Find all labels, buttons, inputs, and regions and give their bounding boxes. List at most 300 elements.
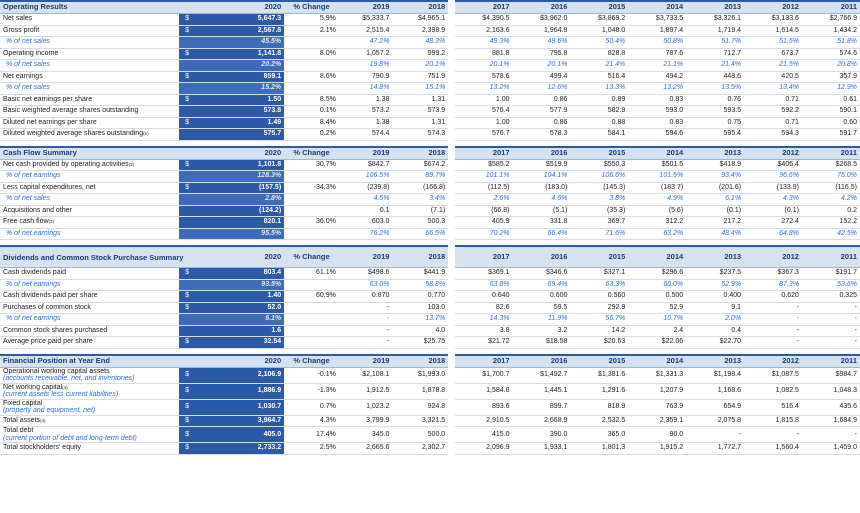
data-row bbox=[0, 14, 860, 26]
value-cell: 12.6% bbox=[513, 83, 571, 95]
currency-symbol bbox=[179, 325, 230, 337]
data-row bbox=[0, 415, 860, 427]
value-cell: 516.4 bbox=[744, 399, 802, 415]
value-cell: - bbox=[802, 427, 860, 443]
value-cell: 2.6% bbox=[455, 194, 513, 206]
value-2020: 93.5% bbox=[231, 279, 285, 291]
data-row bbox=[0, 325, 860, 337]
percent-change: 30.7% bbox=[284, 159, 339, 171]
value-cell: 1.31 bbox=[392, 117, 448, 129]
value-cell: $268.5 bbox=[802, 159, 860, 171]
value-cell: $501.5 bbox=[628, 159, 686, 171]
data-row bbox=[0, 443, 860, 455]
value-cell: 435.6 bbox=[802, 399, 860, 415]
row-label-text: Net working capital bbox=[3, 383, 63, 391]
value-cell: 1,168.6 bbox=[686, 383, 744, 399]
value-cell: $367.3 bbox=[744, 268, 802, 280]
value-cell: 20.1% bbox=[455, 60, 513, 72]
value-cell: (0.1) bbox=[744, 205, 802, 217]
value-cell: 63.3% bbox=[570, 279, 628, 291]
year-header: 2012 bbox=[744, 355, 802, 368]
value-cell: 420.5 bbox=[744, 71, 802, 83]
currency-symbol bbox=[179, 228, 230, 240]
value-cell: 0.620 bbox=[744, 291, 802, 303]
value-cell: 0.560 bbox=[570, 291, 628, 303]
row-label-text: % of net sales bbox=[6, 38, 50, 45]
value-cell: - bbox=[339, 325, 393, 337]
value-cell: 66.4% bbox=[513, 228, 571, 240]
currency-symbol bbox=[179, 83, 230, 95]
value-cell: 51.5% bbox=[744, 37, 802, 49]
value-cell: 787.6 bbox=[628, 48, 686, 60]
value-cell: 369.7 bbox=[570, 217, 628, 229]
row-label bbox=[0, 217, 179, 229]
value-cell: 1,459.0 bbox=[802, 443, 860, 455]
value-cell: $296.6 bbox=[628, 268, 686, 280]
value-cell: 828.8 bbox=[570, 48, 628, 60]
value-cell: - bbox=[686, 427, 744, 443]
value-cell: 51.7% bbox=[686, 37, 744, 49]
row-sublabel: (accounts receivable, net, and inventories) bbox=[3, 375, 135, 382]
percent-row bbox=[0, 60, 860, 72]
value-cell: 494.2 bbox=[628, 71, 686, 83]
value-cell: $22.06 bbox=[628, 337, 686, 349]
value-cell: 1,684.9 bbox=[802, 415, 860, 427]
value-cell: 516.4 bbox=[570, 71, 628, 83]
percent-row bbox=[0, 279, 860, 291]
value-cell: 3.2 bbox=[513, 325, 571, 337]
value-cell: 10.7% bbox=[628, 314, 686, 326]
value-2020: 405.0 bbox=[231, 427, 285, 443]
value-cell: 574.6 bbox=[802, 48, 860, 60]
value-cell: 2.4 bbox=[628, 325, 686, 337]
value-2020: 2,567.8 bbox=[231, 25, 285, 37]
value-2020: 1.6 bbox=[231, 325, 285, 337]
section-header bbox=[0, 355, 860, 368]
row-label-text: % of net earnings bbox=[6, 315, 61, 322]
value-cell: 1,878.8 bbox=[392, 383, 448, 399]
row-label bbox=[0, 383, 179, 399]
row-label-text: Acquisitions and other bbox=[3, 206, 72, 214]
percent-change bbox=[284, 83, 339, 95]
value-cell: 1,801.3 bbox=[570, 443, 628, 455]
value-2020: 1,030.7 bbox=[231, 399, 285, 415]
value-cell: 0.770 bbox=[392, 291, 448, 303]
percent-row bbox=[0, 228, 860, 240]
percent-change: -34.3% bbox=[284, 182, 339, 194]
section-title: Operating Results bbox=[0, 1, 231, 14]
value-cell: 0.71 bbox=[744, 94, 802, 106]
value-cell: 0.640 bbox=[455, 291, 513, 303]
value-cell: 1,815.8 bbox=[744, 415, 802, 427]
footnote-marker: (4) bbox=[39, 417, 46, 423]
value-cell: 2,163.6 bbox=[455, 25, 513, 37]
value-cell: 673.7 bbox=[744, 48, 802, 60]
value-cell: - bbox=[339, 314, 393, 326]
value-cell: $3,869.2 bbox=[570, 14, 628, 26]
value-cell: 20.1% bbox=[513, 60, 571, 72]
footnote-marker: (2) bbox=[128, 161, 135, 167]
row-label-text: Net sales bbox=[3, 15, 33, 22]
value-2020: 45.5% bbox=[231, 37, 285, 49]
value-cell: 578.3 bbox=[513, 129, 571, 141]
value-2020: 1.49 bbox=[231, 117, 285, 129]
section-header bbox=[0, 1, 860, 14]
value-cell: 1,897.4 bbox=[628, 25, 686, 37]
percent-change: 0.2% bbox=[284, 129, 339, 141]
year-header: 2014 bbox=[628, 147, 686, 160]
value-cell: 21.4% bbox=[570, 60, 628, 72]
value-cell: 2,398.9 bbox=[392, 25, 448, 37]
footnote-marker: (1) bbox=[143, 131, 149, 136]
value-cell: 93.4% bbox=[686, 171, 744, 183]
row-label bbox=[0, 291, 179, 303]
value-cell: 0.86 bbox=[513, 94, 571, 106]
row-label bbox=[0, 415, 179, 427]
row-label bbox=[0, 314, 179, 326]
percent-change bbox=[284, 337, 339, 349]
value-cell: 331.8 bbox=[513, 217, 571, 229]
value-cell: 1,719.4 bbox=[686, 25, 744, 37]
value-cell: 63.0% bbox=[339, 279, 393, 291]
value-cell: 1,560.4 bbox=[744, 443, 802, 455]
value-2020: 1.40 bbox=[231, 291, 285, 303]
row-label bbox=[0, 159, 179, 171]
value-cell: $25.75 bbox=[392, 337, 448, 349]
row-label-text: Average price paid per share bbox=[3, 338, 93, 345]
currency-symbol: $ bbox=[179, 337, 230, 349]
value-cell: 593.5 bbox=[686, 106, 744, 118]
value-cell: 0.86 bbox=[513, 117, 571, 129]
value-cell: 4.5% bbox=[339, 194, 393, 206]
value-cell: (112.5) bbox=[455, 182, 513, 194]
value-cell: - bbox=[744, 325, 802, 337]
year-header: 2014 bbox=[628, 246, 686, 268]
year-header: 2016 bbox=[513, 1, 571, 14]
value-cell: 21.4% bbox=[686, 60, 744, 72]
value-cell: 0.76 bbox=[686, 94, 744, 106]
currency-symbol bbox=[179, 171, 230, 183]
value-cell: 152.2 bbox=[802, 217, 860, 229]
row-label bbox=[0, 302, 179, 314]
percent-change: 8.6% bbox=[284, 71, 339, 83]
row-label bbox=[0, 443, 179, 455]
value-2020: (157.5) bbox=[231, 182, 285, 194]
value-cell: 71.6% bbox=[570, 228, 628, 240]
row-label-text: % of net sales bbox=[6, 84, 50, 91]
value-cell: 48.3% bbox=[392, 37, 448, 49]
row-label bbox=[0, 325, 179, 337]
row-label-text: Total assets bbox=[3, 416, 40, 424]
value-cell: 2,075.8 bbox=[686, 415, 744, 427]
value-2020: 3,964.7 bbox=[231, 415, 285, 427]
row-label-text: Basic net earnings per share bbox=[3, 95, 93, 103]
value-cell: 1,915.2 bbox=[628, 443, 686, 455]
percent-change: -0.1% bbox=[284, 367, 339, 383]
year-header: 2020 bbox=[231, 246, 285, 268]
value-cell: 48.4% bbox=[686, 228, 744, 240]
percent-change bbox=[284, 228, 339, 240]
value-cell: 0.600 bbox=[513, 291, 571, 303]
value-cell: (116.5) bbox=[802, 182, 860, 194]
currency-symbol: $ bbox=[179, 94, 230, 106]
row-label bbox=[0, 14, 179, 26]
value-2020: 20.2% bbox=[231, 60, 285, 72]
row-label bbox=[0, 427, 179, 443]
value-cell: $1,492.7 bbox=[513, 367, 571, 383]
value-cell: 106.5% bbox=[339, 171, 393, 183]
percent-change: 8.5% bbox=[284, 94, 339, 106]
value-cell: $2,766.9 bbox=[802, 14, 860, 26]
currency-symbol: $ bbox=[179, 71, 230, 83]
percent-change: -1.3% bbox=[284, 383, 339, 399]
value-cell: (0.1) bbox=[686, 205, 744, 217]
value-cell: $550.3 bbox=[570, 159, 628, 171]
value-cell: - bbox=[339, 337, 393, 349]
year-header: 2012 bbox=[744, 1, 802, 14]
row-label bbox=[0, 337, 179, 349]
value-cell: 66.5% bbox=[392, 228, 448, 240]
value-cell: - bbox=[802, 325, 860, 337]
value-2020: 6.1% bbox=[231, 314, 285, 326]
value-cell: 1,964.8 bbox=[513, 25, 571, 37]
value-cell: 2,665.6 bbox=[339, 443, 393, 455]
value-cell: 499.4 bbox=[513, 71, 571, 83]
row-label bbox=[0, 194, 179, 206]
value-cell: 14.8% bbox=[339, 83, 393, 95]
value-cell: 64.8% bbox=[744, 228, 802, 240]
value-cell: 63.8% bbox=[455, 279, 513, 291]
value-cell: 1,048.0 bbox=[570, 25, 628, 37]
value-cell: 924.8 bbox=[392, 399, 448, 415]
value-cell: $20.63 bbox=[570, 337, 628, 349]
year-header: % Change bbox=[284, 246, 339, 268]
data-row bbox=[0, 427, 860, 443]
value-cell: 58.8% bbox=[392, 279, 448, 291]
currency-symbol: $ bbox=[179, 182, 230, 194]
value-cell: 96.6% bbox=[744, 171, 802, 183]
value-cell: 0.89 bbox=[570, 94, 628, 106]
row-label-text: % of net earnings bbox=[6, 280, 61, 288]
value-cell: 2,096.9 bbox=[455, 443, 513, 455]
value-cell: $18.58 bbox=[513, 337, 571, 349]
value-2020: 1,141.8 bbox=[231, 48, 285, 60]
value-cell: $418.9 bbox=[686, 159, 744, 171]
value-cell: 1,291.6 bbox=[570, 383, 628, 399]
value-cell: $237.5 bbox=[686, 268, 744, 280]
value-cell: - bbox=[744, 302, 802, 314]
value-cell: 818.9 bbox=[570, 399, 628, 415]
row-label-text: Operating income bbox=[3, 49, 59, 57]
year-header: 2014 bbox=[628, 1, 686, 14]
value-cell: 790.9 bbox=[339, 71, 393, 83]
row-label-text: Diluted net earnings per share bbox=[3, 118, 97, 126]
year-header: 2020 bbox=[231, 1, 285, 14]
value-cell: 49.6% bbox=[513, 37, 571, 49]
value-2020: 1,886.9 bbox=[231, 383, 285, 399]
value-cell: 795.8 bbox=[513, 48, 571, 60]
value-2020: 1,101.8 bbox=[231, 159, 285, 171]
value-cell: 1.00 bbox=[455, 117, 513, 129]
value-cell: 0.83 bbox=[628, 117, 686, 129]
year-header: 2013 bbox=[686, 246, 744, 268]
data-row bbox=[0, 129, 860, 141]
value-cell: 448.6 bbox=[686, 71, 744, 83]
value-cell: 2.0% bbox=[686, 314, 744, 326]
value-cell: 1,057.2 bbox=[339, 48, 393, 60]
percent-row bbox=[0, 194, 860, 206]
row-label bbox=[0, 268, 179, 280]
value-cell: 3.8% bbox=[570, 194, 628, 206]
value-cell: 594.6 bbox=[628, 129, 686, 141]
value-cell: 2,910.5 bbox=[455, 415, 513, 427]
percent-change: 0.7% bbox=[284, 399, 339, 415]
value-cell: $842.7 bbox=[339, 159, 393, 171]
row-label bbox=[0, 94, 179, 106]
data-row bbox=[0, 217, 860, 229]
row-label bbox=[0, 106, 179, 118]
value-cell: 0.500 bbox=[628, 291, 686, 303]
value-cell: 82.6 bbox=[455, 302, 513, 314]
value-cell: 751.9 bbox=[392, 71, 448, 83]
year-header: 2016 bbox=[513, 246, 571, 268]
currency-symbol: $ bbox=[179, 291, 230, 303]
value-cell: 1,082.5 bbox=[744, 383, 802, 399]
year-header: 2015 bbox=[570, 1, 628, 14]
value-cell: 21.1% bbox=[628, 60, 686, 72]
currency-symbol bbox=[179, 314, 230, 326]
value-cell: 0.60 bbox=[802, 117, 860, 129]
currency-symbol: $ bbox=[179, 268, 230, 280]
value-cell: (5.1) bbox=[513, 205, 571, 217]
value-cell: 390.0 bbox=[513, 427, 571, 443]
year-header: 2017 bbox=[455, 147, 513, 160]
percent-change bbox=[284, 205, 339, 217]
value-cell: 1,614.5 bbox=[744, 25, 802, 37]
value-cell: $4,965.1 bbox=[392, 14, 448, 26]
value-cell: 0.83 bbox=[628, 94, 686, 106]
value-cell: 574.4 bbox=[339, 129, 393, 141]
year-header: 2017 bbox=[455, 1, 513, 14]
value-cell: 577.9 bbox=[513, 106, 571, 118]
value-cell: - bbox=[744, 427, 802, 443]
value-cell: (7.1) bbox=[392, 205, 448, 217]
row-label-text: % of net sales bbox=[6, 61, 50, 68]
value-cell: 50.8% bbox=[628, 37, 686, 49]
value-cell: 576.4 bbox=[455, 106, 513, 118]
value-cell: 4.3% bbox=[744, 194, 802, 206]
value-cell: 893.6 bbox=[455, 399, 513, 415]
value-cell: 1.31 bbox=[392, 94, 448, 106]
percent-row bbox=[0, 37, 860, 49]
row-label-text: Net cash provided by operating activities bbox=[3, 160, 129, 168]
year-header: 2018 bbox=[392, 355, 448, 368]
currency-symbol bbox=[179, 217, 230, 229]
currency-symbol: $ bbox=[179, 48, 230, 60]
value-cell: 14.2 bbox=[570, 325, 628, 337]
row-label bbox=[0, 228, 179, 240]
footnote-marker: (4) bbox=[62, 384, 68, 390]
value-cell: 594.3 bbox=[744, 129, 802, 141]
data-row bbox=[0, 337, 860, 349]
value-cell: 0.61 bbox=[802, 94, 860, 106]
year-header: 2015 bbox=[570, 246, 628, 268]
currency-symbol bbox=[179, 60, 230, 72]
row-label bbox=[0, 25, 179, 37]
row-label bbox=[0, 279, 179, 291]
percent-change: 8.4% bbox=[284, 117, 339, 129]
year-header: 2016 bbox=[513, 355, 571, 368]
row-label-text: Total debt bbox=[3, 427, 34, 434]
year-header: 2011 bbox=[802, 147, 860, 160]
value-2020: 859.1 bbox=[231, 71, 285, 83]
value-cell: - bbox=[339, 302, 393, 314]
row-label-text: % of net earnings bbox=[6, 229, 61, 237]
value-cell: 60.0% bbox=[628, 279, 686, 291]
data-row bbox=[0, 268, 860, 280]
row-label bbox=[0, 205, 179, 217]
data-row bbox=[0, 71, 860, 83]
value-cell: $369.1 bbox=[455, 268, 513, 280]
currency-symbol: $ bbox=[179, 367, 230, 383]
value-cell: 1,434.2 bbox=[802, 25, 860, 37]
value-cell: 1,912.5 bbox=[339, 383, 393, 399]
year-header: 2013 bbox=[686, 1, 744, 14]
value-cell: 49.3% bbox=[455, 37, 513, 49]
percent-change: 5.9% bbox=[284, 14, 339, 26]
row-label-text: % of net sales bbox=[6, 195, 50, 202]
value-cell: 590.1 bbox=[802, 106, 860, 118]
value-cell: 576.7 bbox=[455, 129, 513, 141]
value-cell: 1.38 bbox=[339, 117, 393, 129]
value-cell: $3,733.5 bbox=[628, 14, 686, 26]
value-cell: 582.9 bbox=[570, 106, 628, 118]
value-cell: $346.6 bbox=[513, 268, 571, 280]
value-cell: 573.2 bbox=[339, 106, 393, 118]
value-cell: (5.6) bbox=[628, 205, 686, 217]
year-header: % Change bbox=[284, 355, 339, 368]
row-label bbox=[0, 83, 179, 95]
percent-change: 2.5% bbox=[284, 443, 339, 455]
value-cell: 1,933.1 bbox=[513, 443, 571, 455]
year-header: 2014 bbox=[628, 355, 686, 368]
percent-change bbox=[284, 314, 339, 326]
value-cell: - bbox=[744, 314, 802, 326]
value-cell: $191.7 bbox=[802, 268, 860, 280]
value-cell: 0.75 bbox=[686, 117, 744, 129]
value-cell: 584.1 bbox=[570, 129, 628, 141]
row-label bbox=[0, 71, 179, 83]
value-cell: 763.9 bbox=[628, 399, 686, 415]
row-label-text: Purchases of common stock bbox=[3, 303, 91, 311]
year-header: 2020 bbox=[231, 147, 285, 160]
value-cell: 1,772.7 bbox=[686, 443, 744, 455]
year-header: 2020 bbox=[231, 355, 285, 368]
value-cell: (183.7) bbox=[628, 182, 686, 194]
section-title: Cash Flow Summary bbox=[0, 147, 231, 160]
percent-change bbox=[284, 302, 339, 314]
section-title: Dividends and Common Stock Purchase Summary bbox=[0, 246, 231, 268]
value-cell: 104.1% bbox=[513, 171, 571, 183]
value-cell: 1,445.1 bbox=[513, 383, 571, 399]
value-cell: 2,359.1 bbox=[628, 415, 686, 427]
year-header: 2018 bbox=[392, 1, 448, 14]
currency-symbol: $ bbox=[179, 159, 230, 171]
value-cell: 15.1% bbox=[392, 83, 448, 95]
year-header: 2015 bbox=[570, 147, 628, 160]
value-cell: 712.7 bbox=[686, 48, 744, 60]
row-label-text: Operational working capital assets bbox=[3, 367, 110, 375]
